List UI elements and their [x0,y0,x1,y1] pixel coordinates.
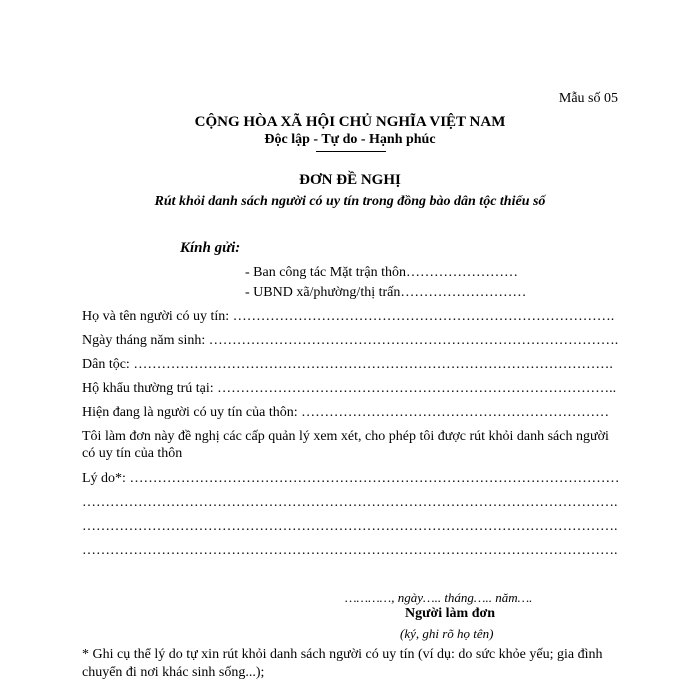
motto: Độc lập - Tự do - Hạnh phúc [264,132,436,147]
signature-date: …………, ngày….. tháng….. năm…. [345,590,533,605]
request-statement: Tôi làm đơn này đề nghị các cấp quản lý xem xét, cho phép tôi được rút khỏi danh sách người có uy tín của thôn [82,429,609,461]
field-permanent-residence: Hộ khẩu thường trú tại: ………………………………………………………………………….. [82,381,617,396]
motto-underline [316,151,386,152]
form-number: Mẫu số 05 [558,91,618,106]
reason-line: ……………………………………………………………………………………………………. [82,519,618,534]
field-current-village: Hiện đang là người có uy tín của thôn: ………………………………………………………… [82,405,610,420]
document-title: ĐƠN ĐỀ NGHỊ [299,172,401,188]
signature-title: Người làm đơn [405,606,496,621]
signature-hint: (ký, ghi rõ họ tên) [400,626,494,641]
field-date-of-birth: Ngày tháng năm sinh: ……………………………………………………………………………. [82,333,619,348]
recipient-line: - Ban công tác Mặt trận thôn…………………… [245,265,518,280]
footnote: * Ghi cụ thể lý do tự xin rút khỏi danh sách người có uy tín (ví dụ: do sức khỏe yếu; gia đình chuyển đi nơi khác sinh sống...); [82,647,603,680]
field-full-name: Họ và tên người có uy tín: ………………………………………………………………………. [82,309,615,324]
recipient-line: - UBND xã/phường/thị trấn……………………… [245,285,527,300]
field-reason: Lý do*: …………………………………………………………………………………………… [82,471,620,486]
greeting: Kính gửi: [180,240,241,256]
field-ethnicity: Dân tộc: …………………………………………………………………………………………. [82,357,613,372]
nation-header: CỘNG HÒA XÃ HỘI CHỦ NGHĨA VIỆT NAM [194,114,506,130]
reason-line: ……………………………………………………………………………………………………. [82,495,618,510]
document-subtitle: Rút khỏi danh sách người có uy tín trong đồng bào dân tộc thiểu số [154,194,546,209]
reason-line: ……………………………………………………………………………………………………. [82,543,618,558]
